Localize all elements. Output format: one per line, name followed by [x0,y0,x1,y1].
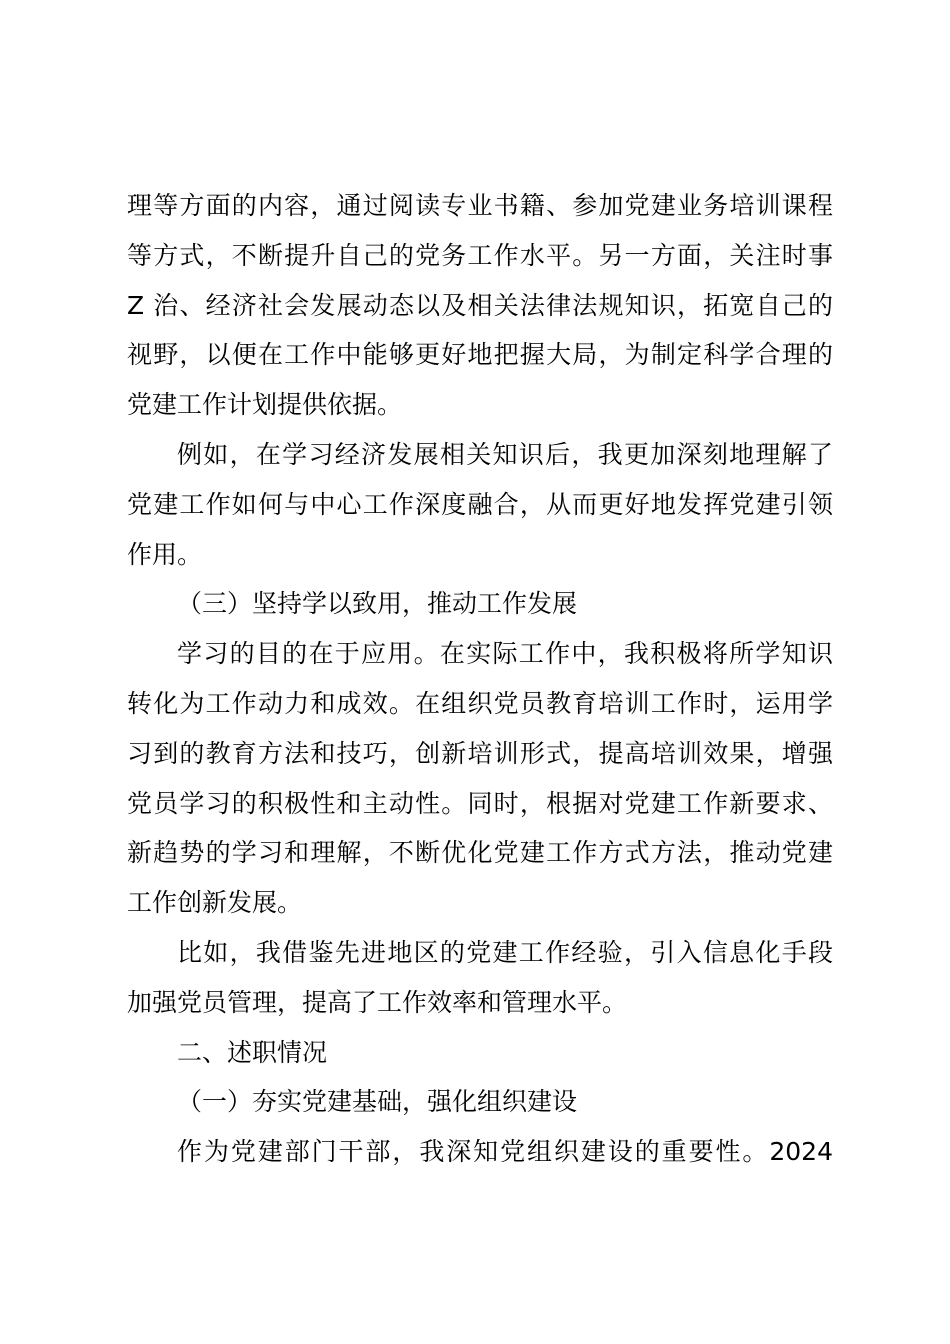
section-heading: （三）坚持学以致用，推动工作发展 [177,589,578,619]
text-line: 理等方面的内容，通过阅读专业书籍、参加党建业务培训课程 [127,191,833,220]
text-line: 比如，我借鉴先进地区的党建工作经验，引入信息化手段 [177,937,833,967]
text-line: 作为党建部门干部，我深知党组织建设的重要性。2024 [177,1137,833,1167]
section-heading: （一）夯实党建基础，强化组织建设 [177,1087,578,1117]
text-line: 例如，在学习经济发展相关知识后，我更加深刻地理解了 [177,439,833,469]
document-body [127,181,833,1177]
text-line: 学习的目的在于应用。在实际工作中，我积极将所学知识 [177,639,833,669]
text-line: 党员学习的积极性和主动性。同时，根据对党建工作新要求、 [127,788,833,818]
text-line: Z 治、经济社会发展动态以及相关法律法规知识，拓宽自己的 [127,290,833,320]
text-line: 作用。 [127,539,203,569]
section-heading: 二、述职情况 [177,1037,328,1067]
text-line: 转化为工作动力和成效。在组织党员教育培训工作时，运用学 [127,688,833,718]
text-line: 新趋势的学习和理解，不断优化党建工作方式方法，推动党建 [127,838,833,868]
text-line: 工作创新发展。 [127,888,303,918]
text-line: 加强党员管理，提高了工作效率和管理水平。 [127,987,628,1017]
text-line: 习到的教育方法和技巧，创新培训形式，提高培训效果，增强 [127,738,833,768]
text-line: 等方式，不断提升自己的党务工作水平。另一方面，关注时事 [127,240,833,270]
text-line: 党建工作如何与中心工作深度融合，从而更好地发挥党建引领 [127,489,833,519]
text-line: 党建工作计划提供依据。 [127,390,403,420]
text-line: 视野，以便在工作中能够更好地把握大局，为制定科学合理的 [127,340,833,370]
